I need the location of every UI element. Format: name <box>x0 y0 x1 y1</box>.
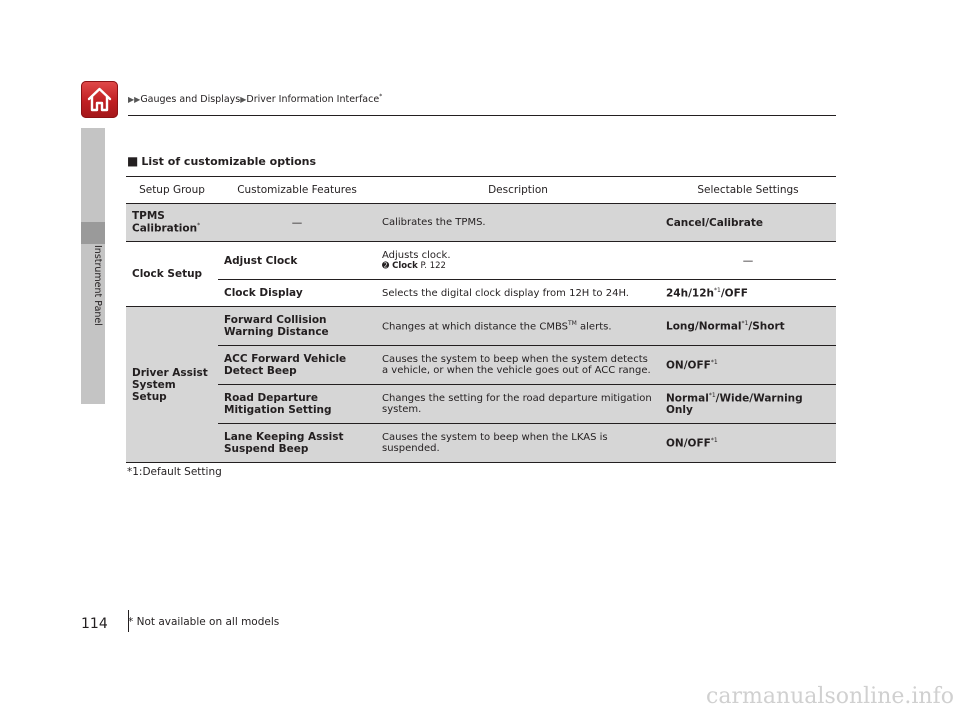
feature-cell: — <box>218 204 376 242</box>
feature-cell: Clock Display <box>218 280 376 307</box>
table-row <box>126 242 836 280</box>
feature-cell: Road Departure Mitigation Setting <box>218 385 376 424</box>
description-cell: Selects the digital clock display from 12H to 24H. <box>376 280 660 307</box>
breadcrumb-arrow-icon: ▶▶ <box>128 95 141 105</box>
group-clock: Clock Setup <box>126 242 218 307</box>
breadcrumb-link-dii[interactable]: Driver Information Interface <box>246 94 380 106</box>
settings-cell: Normal$^{*1}$/Wide/Warning Only <box>660 385 836 424</box>
breadcrumb-arrow-icon: ▶ <box>240 95 247 105</box>
sidebar-tab-top <box>81 128 105 222</box>
table-row <box>126 280 836 307</box>
page-reference[interactable]: ➋ Clock P. 122 <box>382 261 446 271</box>
table-row <box>126 307 836 346</box>
section-title: ■ List of customizable options <box>127 154 317 168</box>
settings-cell: Cancel/Calibrate <box>660 204 836 242</box>
options-table <box>126 176 836 463</box>
home-icon <box>86 86 113 113</box>
page-number: 114 <box>81 616 108 632</box>
breadcrumb <box>128 93 382 105</box>
feature-cell: Forward Collision Warning Distance <box>218 307 376 346</box>
group-tpms: TPMS Calibration* <box>126 204 218 242</box>
reference-arrow-icon: ➋ <box>382 261 393 271</box>
settings-cell: — <box>660 242 836 280</box>
header-description: Description <box>376 177 660 204</box>
sidebar-label <box>83 245 103 265</box>
description-cell: Changes the setting for the road departure mitigation system. <box>376 385 660 424</box>
feature-cell: Lane Keeping Assist Suspend Beep <box>218 424 376 463</box>
feature-cell: ACC Forward Vehicle Detect Beep <box>218 346 376 385</box>
square-bullet-icon: ■ <box>127 154 139 168</box>
sidebar-tab-active <box>81 222 105 244</box>
home-button[interactable] <box>81 81 118 118</box>
table-row <box>126 204 836 242</box>
header-settings: Selectable Settings <box>660 177 836 204</box>
description-cell: Calibrates the TPMS. <box>376 204 660 242</box>
header-features: Customizable Features <box>218 177 376 204</box>
watermark: carmanualsonline.info <box>706 684 954 709</box>
settings-cell: ON/OFF$^{*1}$ <box>660 424 836 463</box>
settings-cell: $24h/12h^{*1}$/OFF <box>660 280 836 307</box>
settings-cell: ON/OFF$^{*1}$ <box>660 346 836 385</box>
breadcrumb-link-gauges[interactable]: Gauges and Displays <box>140 94 241 106</box>
breadcrumb-mark: * <box>379 93 383 100</box>
group-driver-assist: Driver Assist System Setup <box>126 307 218 463</box>
default-setting-footnote: *1:Default Setting <box>127 466 222 478</box>
description-cell: Causes the system to beep when the LKAS is suspended. <box>376 424 660 463</box>
header-divider <box>128 115 836 116</box>
feature-cell: Adjust Clock <box>218 242 376 280</box>
settings-cell: Long/Normal$^{*1}$/Short <box>660 307 836 346</box>
description-cell: Changes at which distance the CMBS™ alerts. <box>376 307 660 346</box>
table-header-row <box>126 177 836 204</box>
table-row <box>126 346 836 385</box>
description-cell: Adjusts clock. ➋ Clock P. 122 <box>376 242 660 280</box>
table-row <box>126 385 836 424</box>
header-setup-group: Setup Group <box>126 177 218 204</box>
description-cell: Causes the system to beep when the system detects a vehicle, or when the vehicle goes out of ACC range. <box>376 346 660 385</box>
availability-note: * Not available on all models <box>128 616 280 628</box>
table-row <box>126 424 836 463</box>
